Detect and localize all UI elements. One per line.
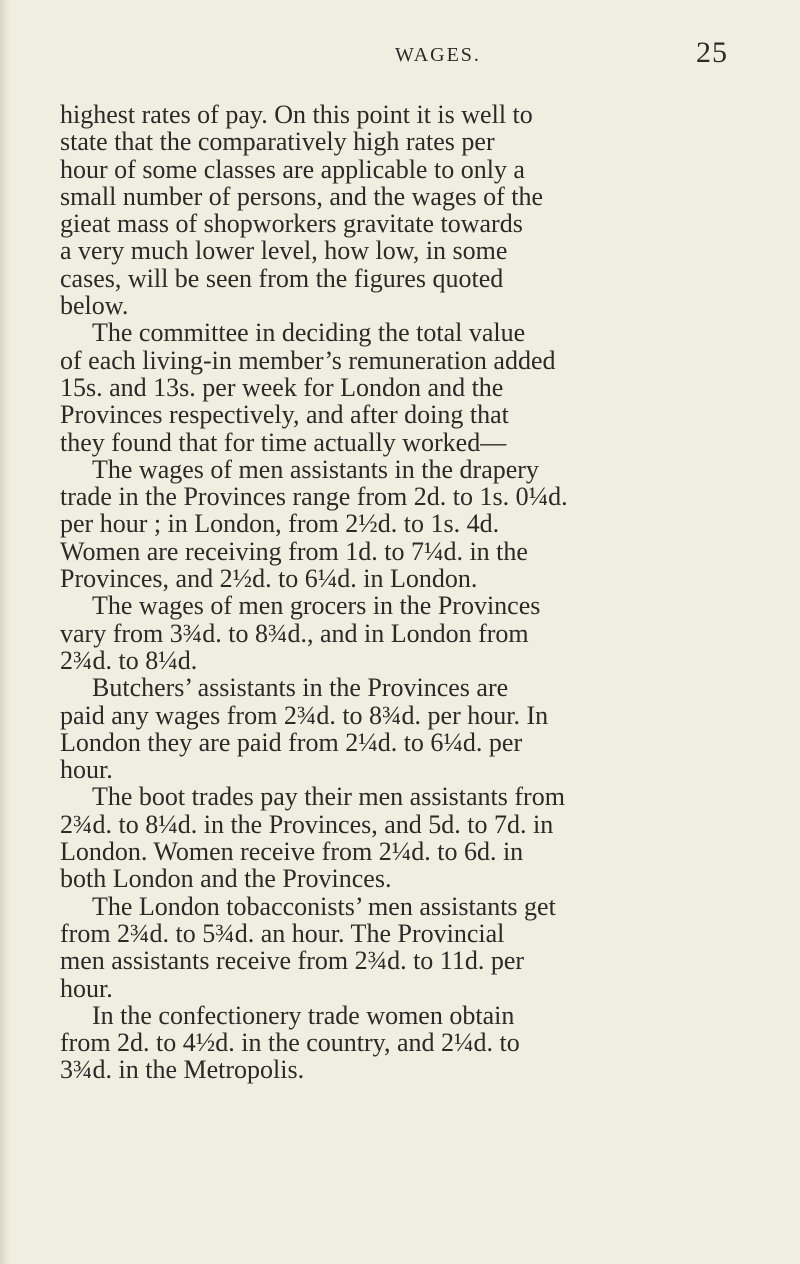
- text-line: men assistants receive from 2¾d. to 11d. per: [60, 946, 525, 976]
- text-line: In the confectionery trade women obtain: [92, 1000, 515, 1030]
- text-line: they found that for time actually worked—: [60, 427, 507, 457]
- text-line: gieat mass of shopworkers gravitate towards: [60, 209, 523, 239]
- text-line: from 2¾d. to 5¾d. an hour. The Provincial: [60, 918, 505, 948]
- text-line: hour.: [60, 973, 113, 1003]
- text-line: both London and the Provinces.: [60, 864, 392, 894]
- text-line: state that the comparatively high rates per: [60, 127, 495, 157]
- text-line: The wages of men grocers in the Provinces: [92, 591, 541, 621]
- running-head-title: WAGES.: [395, 44, 481, 66]
- text-line: of each living-in member’s remuneration added: [60, 345, 556, 375]
- running-head: [288, 36, 728, 76]
- text-line: 15s. and 13s. per week for London and the: [60, 372, 504, 402]
- text-line: 2¾d. to 8¼d.: [60, 645, 198, 675]
- text-line: Provinces, and 2½d. to 6¼d. in London.: [60, 564, 478, 594]
- text-line: trade in the Provinces range from 2d. to 1s. 0¼d.: [60, 482, 568, 512]
- text-line: The boot trades pay their men assistants from: [92, 782, 565, 812]
- text-line: per hour ; in London, from 2½d. to 1s. 4d.: [60, 509, 500, 539]
- text-line: 2¾d. to 8¼d. in the Provinces, and 5d. to 7d. in: [60, 809, 554, 839]
- text-line: London they are paid from 2¼d. to 6¼d. per: [60, 727, 523, 757]
- text-line: The wages of men assistants in the drapery: [92, 454, 539, 484]
- text-line: from 2d. to 4½d. in the country, and 2¼d. to: [60, 1028, 520, 1058]
- text-line: cases, will be seen from the figures quoted: [60, 263, 504, 293]
- text-line: hour.: [60, 755, 113, 785]
- text-line: highest rates of pay. On this point it is well to: [60, 100, 533, 129]
- text-line: Butchers’ assistants in the Provinces are: [92, 673, 509, 703]
- text-line: London. Women receive from 2¼d. to 6d. in: [60, 837, 524, 867]
- text-line: The London tobacconists’ men assistants get: [92, 891, 556, 921]
- binding-edge: [0, 0, 10, 1264]
- text-line: a very much lower level, how low, in some: [60, 236, 508, 266]
- text-line: 3¾d. in the Metropolis.: [60, 1055, 305, 1085]
- text-line: Provinces respectively, and after doing that: [60, 400, 509, 430]
- text-line: paid any wages from 2¾d. to 8¾d. per hour. In: [60, 700, 549, 730]
- text-line: Women are receiving from 1d. to 7¼d. in the: [60, 536, 528, 566]
- text-line: vary from 3¾d. to 8¾d., and in London from: [60, 618, 529, 648]
- text-line: below.: [60, 291, 129, 321]
- page-number: 25: [696, 36, 728, 69]
- text-line: hour of some classes are applicable to only a: [60, 154, 525, 184]
- text-line: The committee in deciding the total value: [92, 318, 526, 348]
- body-text: [60, 101, 730, 1084]
- text-line: small number of persons, and the wages of the: [60, 181, 544, 211]
